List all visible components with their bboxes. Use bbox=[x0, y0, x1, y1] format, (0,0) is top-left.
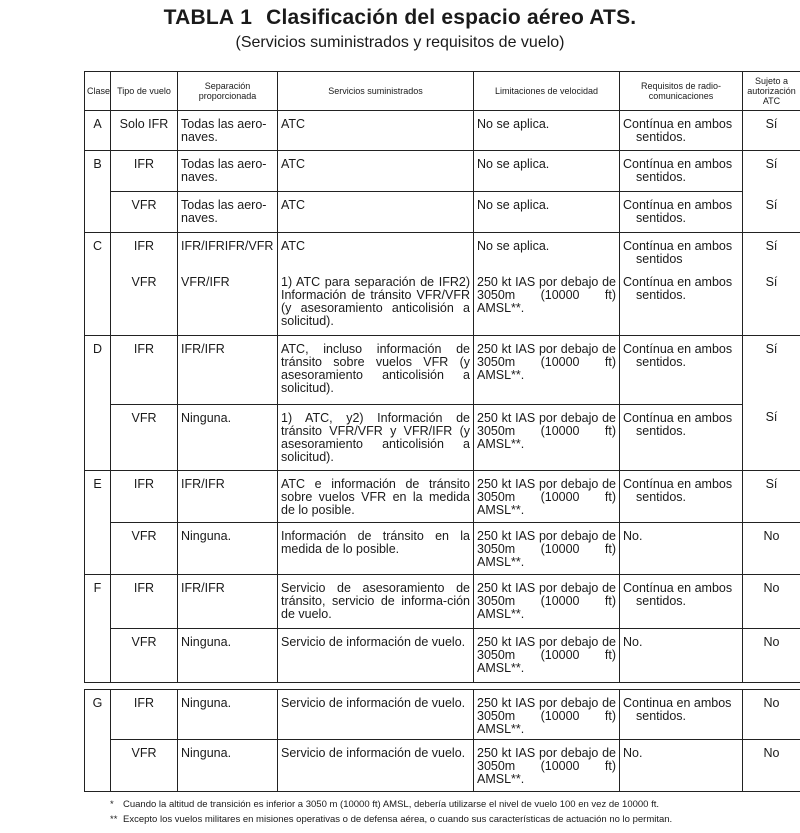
cell-tipo: VFR bbox=[111, 522, 178, 574]
header-separacion: Separación proporcionada bbox=[178, 72, 278, 111]
cell-radio bbox=[620, 192, 743, 233]
radio-line-1: Contínua en ambos bbox=[623, 476, 733, 491]
header-atc: Sujeto a autorización ATC bbox=[743, 72, 800, 111]
cell-velocidad: 250 kt IAS por debajo de 3050m (10000 ft) AMSL**. bbox=[474, 574, 620, 628]
cell-servicios: ATC bbox=[278, 111, 474, 151]
radio-line-1: Contínua en ambos bbox=[623, 117, 733, 131]
table-row bbox=[85, 522, 800, 574]
cell-velocidad: 250 kt IAS por debajo de 3050m (10000 ft) AMSL**. bbox=[474, 335, 620, 404]
cell-separacion: Ninguna. bbox=[178, 522, 278, 574]
cell-clase: E bbox=[85, 470, 111, 522]
cell-velocidad: 250 kt IAS por debajo de 3050m (10000 ft) AMSL**. bbox=[474, 470, 620, 522]
radio-line-1: No. bbox=[623, 634, 643, 649]
cell-atc: Sí bbox=[743, 335, 800, 404]
cell-servicios: Servicio de información de vuelo. bbox=[278, 739, 474, 791]
cell-velocidad: 250 kt IAS por debajo de 3050m (10000 ft) AMSL**. bbox=[474, 522, 620, 574]
cell-atc: Sí bbox=[743, 192, 800, 233]
cell-atc: Sí bbox=[743, 233, 800, 270]
cell-servicios: Servicio de información de vuelo. bbox=[278, 689, 474, 739]
footnote-mark: * bbox=[110, 799, 114, 810]
cell-radio bbox=[620, 522, 743, 574]
cell-tipo: IFR bbox=[111, 689, 178, 739]
cell-separacion: VFR/IFR bbox=[178, 269, 278, 335]
table-row bbox=[85, 151, 800, 192]
cell-tipo: VFR bbox=[111, 628, 178, 682]
radio-line-2: sentidos. bbox=[636, 211, 687, 225]
cell-clase: D bbox=[85, 335, 111, 404]
cell-radio bbox=[620, 335, 743, 404]
cell-separacion: IFR/IFR bbox=[178, 335, 278, 404]
page-title bbox=[0, 6, 800, 30]
radio-line-1: Contínua en ambos bbox=[623, 341, 733, 356]
cell-separacion: IFR/IFR bbox=[178, 574, 278, 628]
radio-line-1: No. bbox=[623, 745, 643, 760]
cell-radio bbox=[620, 689, 743, 739]
table-row bbox=[85, 233, 800, 270]
cell-atc: No bbox=[743, 689, 800, 739]
cell-servicios: ATC bbox=[278, 192, 474, 233]
radio-line-2: sentidos. bbox=[636, 130, 687, 144]
cell-servicios: ATC e información de tránsito sobre vuelos VFR en la medida de lo posible. bbox=[278, 470, 474, 522]
cell-separacion: Todas las aero-naves. bbox=[178, 111, 278, 151]
table-row bbox=[85, 574, 800, 628]
cell-separacion: IFR/IFRIFR/VFR bbox=[178, 233, 278, 270]
table-row bbox=[85, 404, 800, 470]
cell-velocidad: 250 kt IAS por debajo de 3050m (10000 ft) AMSL**. bbox=[474, 404, 620, 470]
cell-separacion: Ninguna. bbox=[178, 628, 278, 682]
header-clase: Clase bbox=[85, 72, 111, 111]
footnote-text: Excepto los vuelos militares en misiones operativas o de defensa aérea, o cuando sus características de actuación no lo permitan. bbox=[123, 814, 673, 825]
cell-servicios: 1) ATC para separación de IFR2) Información de tránsito VFR/VFR (y asesoramiento anticolisión a solicitud). bbox=[278, 269, 474, 335]
cell-radio bbox=[620, 470, 743, 522]
header-servicios: Servicios suministrados bbox=[278, 72, 474, 111]
cell-atc: No bbox=[743, 628, 800, 682]
cell-radio bbox=[620, 233, 743, 270]
cell-servicios: Servicio de asesoramiento de tránsito, servicio de informa-ción de vuelo. bbox=[278, 574, 474, 628]
cell-separacion: Todas las aero-naves. bbox=[178, 192, 278, 233]
cell-velocidad: 250 kt IAS por debajo de 3050m (10000 ft) AMSL**. bbox=[474, 628, 620, 682]
cell-tipo: IFR bbox=[111, 335, 178, 404]
footnote bbox=[110, 812, 790, 827]
cell-tipo: VFR bbox=[111, 739, 178, 791]
header-radio: Requisitos de radio-comunicaciones bbox=[620, 72, 743, 111]
cell-tipo: IFR bbox=[111, 574, 178, 628]
cell-separacion: Ninguna. bbox=[178, 404, 278, 470]
radio-line-1: Continua en ambos bbox=[623, 695, 732, 710]
cell-radio bbox=[620, 151, 743, 192]
table-row bbox=[85, 335, 800, 404]
table-row bbox=[85, 739, 800, 791]
cell-tipo: IFR bbox=[111, 233, 178, 270]
cell-clase: F bbox=[85, 574, 111, 628]
table-row bbox=[85, 269, 800, 335]
footnote bbox=[110, 797, 790, 812]
cell-clase: B bbox=[85, 151, 111, 192]
radio-line-1: Contínua en ambos bbox=[623, 198, 733, 212]
radio-line-2: sentidos. bbox=[636, 423, 687, 438]
cell-tipo: VFR bbox=[111, 269, 178, 335]
cell-servicios: ATC bbox=[278, 233, 474, 270]
cell-servicios: ATC, incluso información de tránsito sobre vuelos VFR (y asesoramiento anticolisión a solicitud). bbox=[278, 335, 474, 404]
airspace-table bbox=[84, 71, 800, 792]
cell-radio bbox=[620, 111, 743, 151]
cell-tipo: VFR bbox=[111, 192, 178, 233]
cell-atc: No bbox=[743, 574, 800, 628]
cell-tipo: IFR bbox=[111, 470, 178, 522]
title-number: 1 bbox=[240, 6, 253, 29]
gap-cell bbox=[85, 682, 800, 689]
cell-clase bbox=[85, 192, 111, 233]
cell-atc: Sí bbox=[743, 111, 800, 151]
cell-radio bbox=[620, 739, 743, 791]
cell-atc: Sí bbox=[743, 404, 800, 470]
cell-velocidad: 250 kt IAS por debajo de 3050m (10000 ft) AMSL**. bbox=[474, 269, 620, 335]
cell-clase bbox=[85, 269, 111, 335]
cell-clase bbox=[85, 628, 111, 682]
cell-separacion: IFR/IFR bbox=[178, 470, 278, 522]
footnote-mark: ** bbox=[110, 814, 118, 825]
cell-clase: A bbox=[85, 111, 111, 151]
cell-radio bbox=[620, 404, 743, 470]
table-header-row bbox=[85, 72, 800, 111]
footnote-text: Cuando la altitud de transición es inferior a 3050 m (10000 ft) AMSL, debería utilizarse el nivel de vuelo 100 en vez de 10000 ft. bbox=[123, 799, 660, 810]
cell-clase bbox=[85, 522, 111, 574]
cell-radio bbox=[620, 269, 743, 335]
cell-atc: Sí bbox=[743, 470, 800, 522]
radio-line-2: sentidos. bbox=[636, 354, 687, 369]
cell-velocidad: No se aplica. bbox=[474, 192, 620, 233]
cell-clase bbox=[85, 739, 111, 791]
header-tipo: Tipo de vuelo bbox=[111, 72, 178, 111]
cell-velocidad: 250 kt IAS por debajo de 3050m (10000 ft) AMSL**. bbox=[474, 689, 620, 739]
page-subtitle: (Servicios suministrados y requisitos de vuelo) bbox=[235, 34, 565, 51]
cell-servicios: ATC bbox=[278, 151, 474, 192]
cell-clase: C bbox=[85, 233, 111, 270]
radio-line-1: Contínua en ambos bbox=[623, 157, 733, 171]
cell-velocidad: 250 kt IAS por debajo de 3050m (10000 ft) AMSL**. bbox=[474, 739, 620, 791]
cell-atc: Sí bbox=[743, 151, 800, 192]
cell-separacion: Todas las aero-naves. bbox=[178, 151, 278, 192]
cell-velocidad: No se aplica. bbox=[474, 111, 620, 151]
radio-line-1: Contínua en ambos bbox=[623, 239, 733, 253]
radio-line-1: Contínua en ambos bbox=[623, 410, 733, 425]
cell-separacion: Ninguna. bbox=[178, 689, 278, 739]
table-row bbox=[85, 470, 800, 522]
radio-line-2: sentidos. bbox=[636, 288, 687, 302]
table-row bbox=[85, 689, 800, 739]
header-velocidad: Limitaciones de velocidad bbox=[474, 72, 620, 111]
cell-atc: No bbox=[743, 522, 800, 574]
cell-tipo: VFR bbox=[111, 404, 178, 470]
cell-radio bbox=[620, 628, 743, 682]
cell-clase: G bbox=[85, 689, 111, 739]
cell-tipo: Solo IFR bbox=[111, 111, 178, 151]
table-row bbox=[85, 111, 800, 151]
table-gap bbox=[85, 682, 800, 689]
table-row bbox=[85, 192, 800, 233]
cell-atc: No bbox=[743, 739, 800, 791]
radio-line-1: Contínua en ambos bbox=[623, 580, 733, 595]
cell-radio bbox=[620, 574, 743, 628]
radio-line-2: sentidos bbox=[636, 252, 683, 266]
cell-atc: Sí bbox=[743, 269, 800, 335]
title-label: TABLA bbox=[163, 6, 235, 29]
radio-line-2: sentidos. bbox=[636, 708, 687, 723]
title-text: Clasificación del espacio aéreo ATS. bbox=[266, 6, 637, 29]
radio-line-1: No. bbox=[623, 528, 643, 543]
cell-clase bbox=[85, 404, 111, 470]
footnotes bbox=[110, 797, 790, 827]
table-row bbox=[85, 628, 800, 682]
radio-line-2: sentidos. bbox=[636, 489, 687, 504]
cell-velocidad: No se aplica. bbox=[474, 151, 620, 192]
cell-velocidad: No se aplica. bbox=[474, 233, 620, 270]
cell-servicios: 1) ATC, y2) Información de tránsito VFR/VFR y VFR/IFR (y asesoramiento anticolisión a solicitud). bbox=[278, 404, 474, 470]
cell-tipo: IFR bbox=[111, 151, 178, 192]
radio-line-2: sentidos. bbox=[636, 593, 687, 608]
radio-line-2: sentidos. bbox=[636, 170, 687, 184]
cell-servicios: Información de tránsito en la medida de lo posible. bbox=[278, 522, 474, 574]
cell-servicios: Servicio de información de vuelo. bbox=[278, 628, 474, 682]
cell-separacion: Ninguna. bbox=[178, 739, 278, 791]
radio-line-1: Contínua en ambos bbox=[623, 275, 733, 289]
